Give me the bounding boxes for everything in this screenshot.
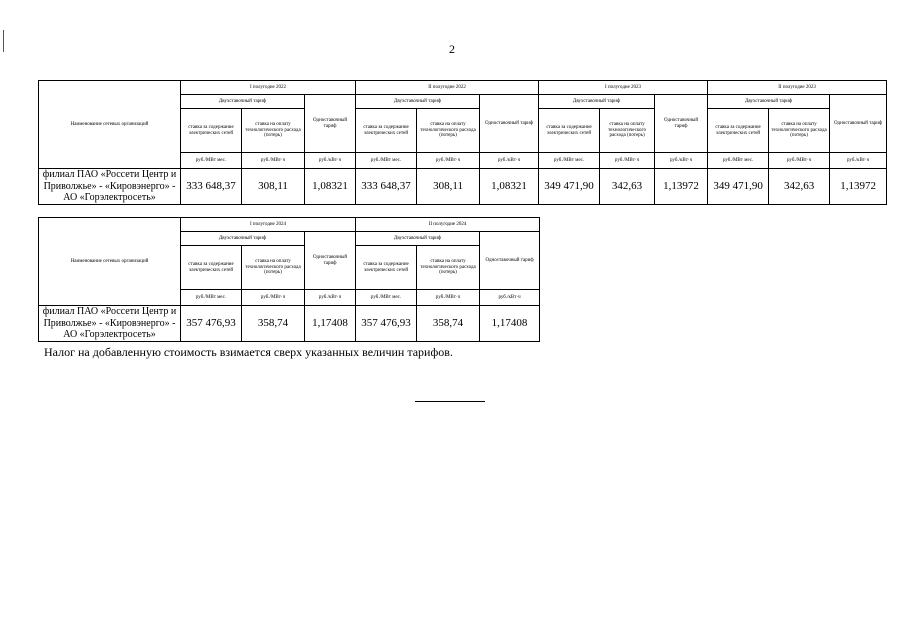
unit-cell: руб./МВт·ч [769,153,830,169]
maintenance-rate-header: ставка за содержание электрических сетей [356,246,417,290]
two-part-tariff-header: Двухставочный тариф [356,95,480,109]
org-header: Наименование сетевых организаций [39,218,181,306]
single-rate-header: Одноставочный тариф [830,95,887,153]
unit-cell: руб./МВт·ч [242,290,305,306]
value-cell: 342,63 [600,169,655,205]
tariff-table-2024 [38,217,540,342]
value-cell: 308,11 [417,169,480,205]
period-header: I полугодие 2022 [181,81,356,95]
unit-cell: руб./МВт·ч [417,153,480,169]
unit-cell: руб./МВт мес. [708,153,769,169]
org-header: Наименование сетевых организаций [39,81,181,169]
page-number: 2 [449,42,455,56]
unit-cell: руб./МВт·ч [242,153,305,169]
unit-cell: руб./кВт·ч [655,153,708,169]
unit-cell: руб./МВт мес. [181,290,242,306]
value-cell: 333 648,37 [356,169,417,205]
value-cell: 1,13972 [830,169,887,205]
value-cell: 342,63 [769,169,830,205]
vat-note: Налог на добавленную стоимость взимается сверх указанных величин тарифов. [44,345,453,359]
losses-rate-header: ставка на оплату технологического расхода (потерь) [417,246,480,290]
value-cell: 357 476,93 [181,306,242,342]
unit-cell: руб./МВт мес. [356,153,417,169]
unit-cell: руб./кВт·ч [480,153,539,169]
unit-cell: руб./кВт·ч [305,290,356,306]
value-cell: 357 476,93 [356,306,417,342]
losses-rate-header: ставка на оплату технологического расхода (потерь) [242,109,305,153]
single-rate-header: Одноставочный тариф [305,232,356,290]
single-rate-header: Одноставочный тариф [480,95,539,153]
period-header: II полугодие 2024 [356,218,540,232]
value-cell: 358,74 [242,306,305,342]
org-name-cell: филиал ПАО «Россети Центр и Приволжье» - «Кировэнерго» - АО «Горэлектросеть» [39,306,181,342]
value-cell: 333 648,37 [181,169,242,205]
scan-margin-mark [3,30,4,52]
single-rate-header: Одноставочный тариф [655,95,708,153]
maintenance-rate-header: ставка за содержание электрических сетей [356,109,417,153]
value-cell: 358,74 [417,306,480,342]
value-cell: 349 471,90 [539,169,600,205]
value-cell: 1,17408 [305,306,356,342]
org-name-cell: филиал ПАО «Россети Центр и Приволжье» - «Кировэнерго» - АО «Горэлектросеть» [39,169,181,205]
unit-cell: руб./МВт·ч [600,153,655,169]
unit-cell: руб./МВт мес. [539,153,600,169]
value-cell: 1,08321 [480,169,539,205]
losses-rate-header: ставка на оплату технологического расхода (потерь) [417,109,480,153]
two-part-tariff-header: Двухставочный тариф [708,95,830,109]
value-cell: 308,11 [242,169,305,205]
maintenance-rate-header: ставка за содержание электрических сетей [181,246,242,290]
maintenance-rate-header: ставка за содержание электрических сетей [181,109,242,153]
tariff-table-2022-2023 [38,80,887,205]
value-cell: 349 471,90 [708,169,769,205]
period-header: II полугодие 2023 [708,81,887,95]
two-part-tariff-header: Двухставочный тариф [539,95,655,109]
value-cell: 1,08321 [305,169,356,205]
unit-cell: руб./МВт·ч [417,290,480,306]
unit-cell: руб./кВт·ч [305,153,356,169]
unit-cell: руб./МВт мес. [356,290,417,306]
losses-rate-header: ставка на оплату технологического расхода (потерь) [242,246,305,290]
single-rate-header: Одноставочный тариф [305,95,356,153]
unit-cell: руб./МВт мес. [181,153,242,169]
two-part-tariff-header: Двухставочный тариф [356,232,480,246]
period-header: I полугодие 2024 [181,218,356,232]
maintenance-rate-header: ставка за содержание электрических сетей [708,109,769,153]
unit-cell: руб./кВт·ч [480,290,540,306]
two-part-tariff-header: Двухставочный тариф [181,95,305,109]
losses-rate-header: ставка на оплату технологического расхода (потерь) [769,109,830,153]
period-header: I полугодие 2023 [539,81,708,95]
value-cell: 1,17408 [480,306,540,342]
losses-rate-header: ставка на оплату технологического расхода (потерь) [600,109,655,153]
end-separator-line [415,401,485,402]
two-part-tariff-header: Двухставочный тариф [181,232,305,246]
unit-cell: руб./кВт·ч [830,153,887,169]
single-rate-header: Одноставочный тариф [480,232,540,290]
maintenance-rate-header: ставка за содержание электрических сетей [539,109,600,153]
value-cell: 1,13972 [655,169,708,205]
period-header: II полугодие 2022 [356,81,539,95]
